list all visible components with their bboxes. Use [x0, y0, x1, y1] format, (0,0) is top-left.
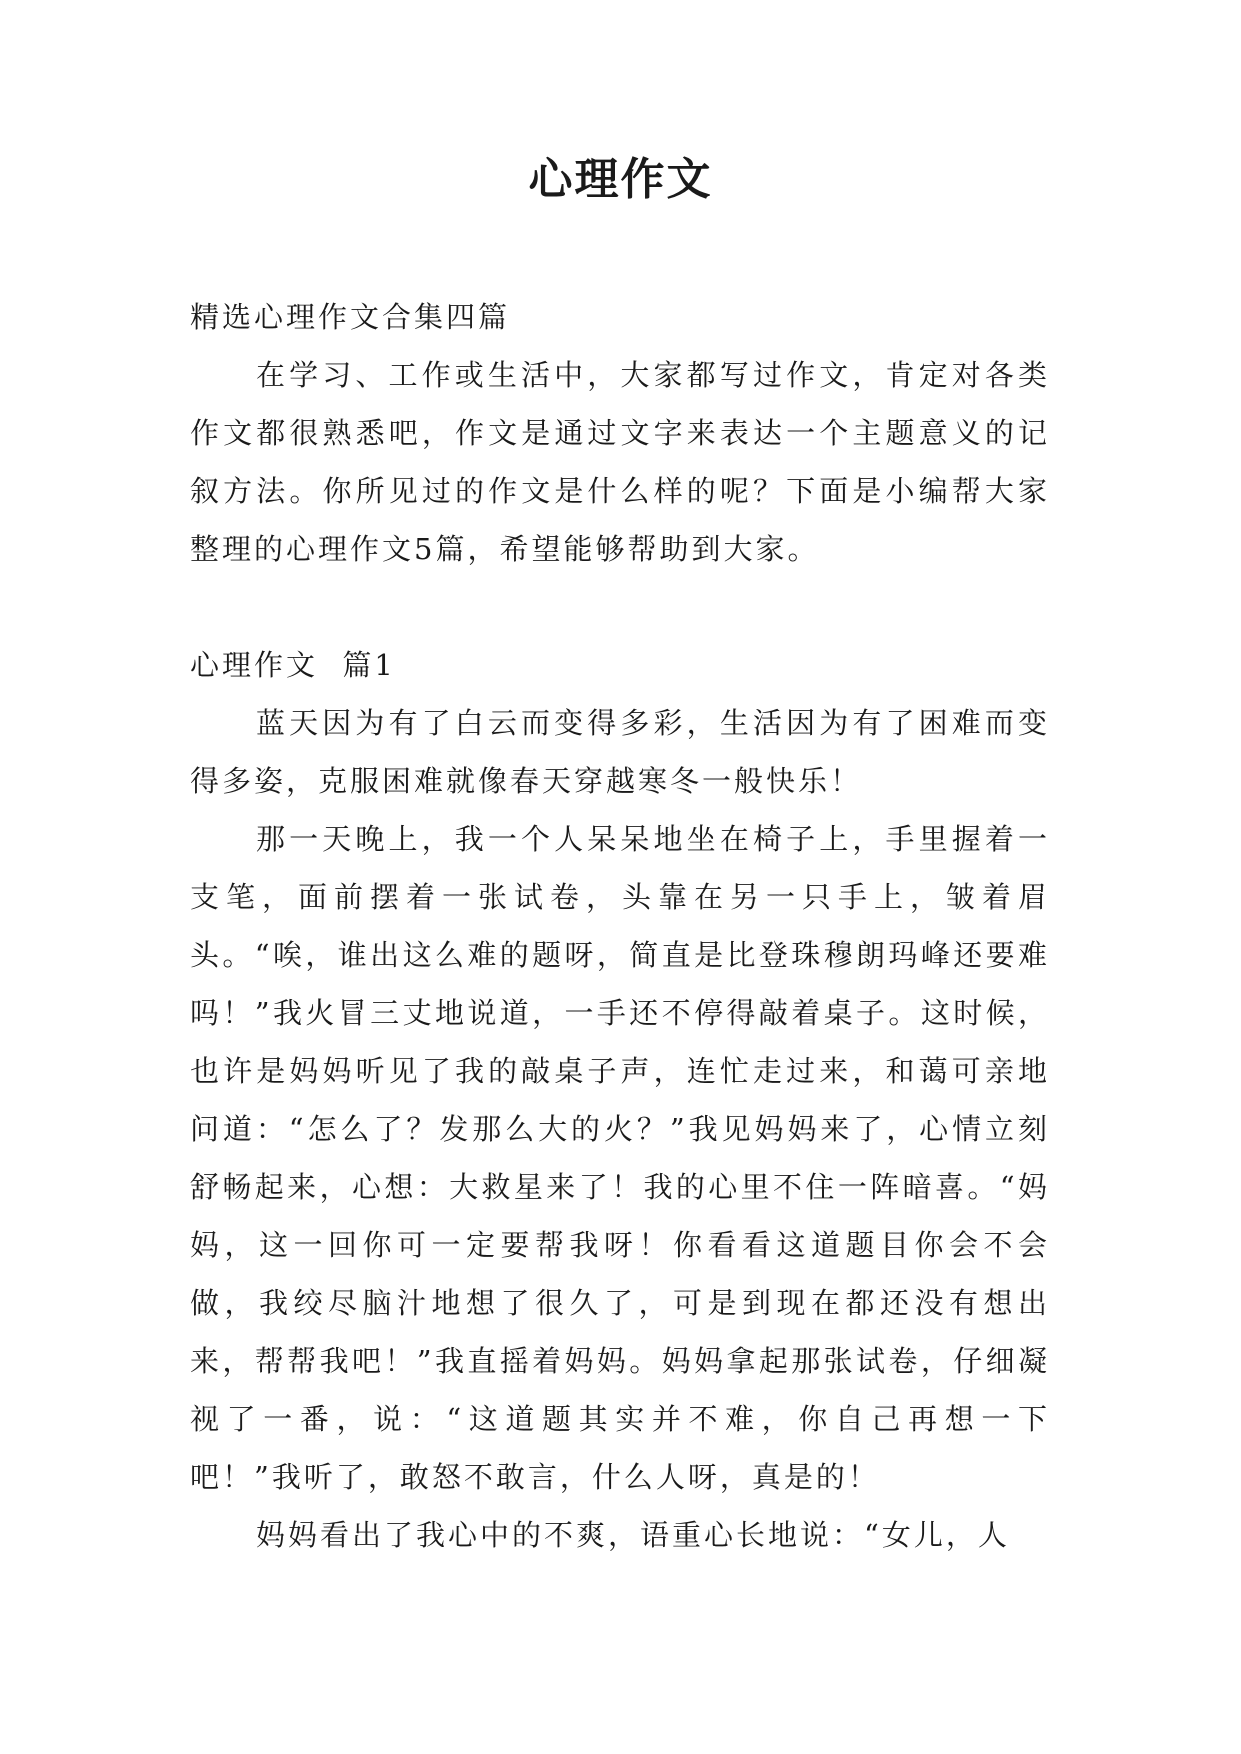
section-paragraph-3: 妈妈看出了我心中的不爽，语重心长地说：“女儿，人	[256, 1518, 1010, 1552]
section-spacer	[190, 578, 1050, 636]
document-title: 心理作文	[528, 154, 713, 205]
section-paragraph-1: 蓝天因为有了白云而变得多彩，生活因为有了困难而变得多姿，克服困难就像春天穿越寒冬一般快乐！	[190, 706, 1050, 798]
intro-heading: 精选心理作文合集四篇	[190, 300, 511, 334]
document-body	[190, 288, 1050, 1564]
section-heading: 心理作文 篇1	[190, 648, 396, 682]
intro-paragraph: 在学习、工作或生活中，大家都写过作文，肯定对各类作文都很熟悉吧，作文是通过文字来表达一个主题意义的记叙方法。你所见过的作文是什么样的呢？下面是小编帮大家整理的心理作文5篇，希望能够帮助到大家。	[190, 358, 1050, 566]
section-paragraph-2: 那一天晚上，我一个人呆呆地坐在椅子上，手里握着一支笔，面前摆着一张试卷，头靠在另一只手上，皱着眉头。“唉，谁出这么难的题呀，简直是比登珠穆朗玛峰还要难吗！”我火冒三丈地说道，一手还不停得敲着桌子。这时候，也许是妈妈听见了我的敲桌子声，连忙走过来，和蔼可亲地问道：“怎么了？发那么大的火？”我见妈妈来了，心情立刻舒畅起来，心想：大救星来了！我的心里不住一阵暗喜。“妈妈，这一回你可一定要帮我呀！你看看这道题目你会不会做，我绞尽脑汁地想了很久了，可是到现在都还没有想出来，帮帮我吧！”我直摇着妈妈。妈妈拿起那张试卷，仔细凝视了一番，说：“这道题其实并不难，你自己再想一下吧！”我听了，敢怒不敢言，什么人呀，真是的！	[190, 822, 1050, 1494]
